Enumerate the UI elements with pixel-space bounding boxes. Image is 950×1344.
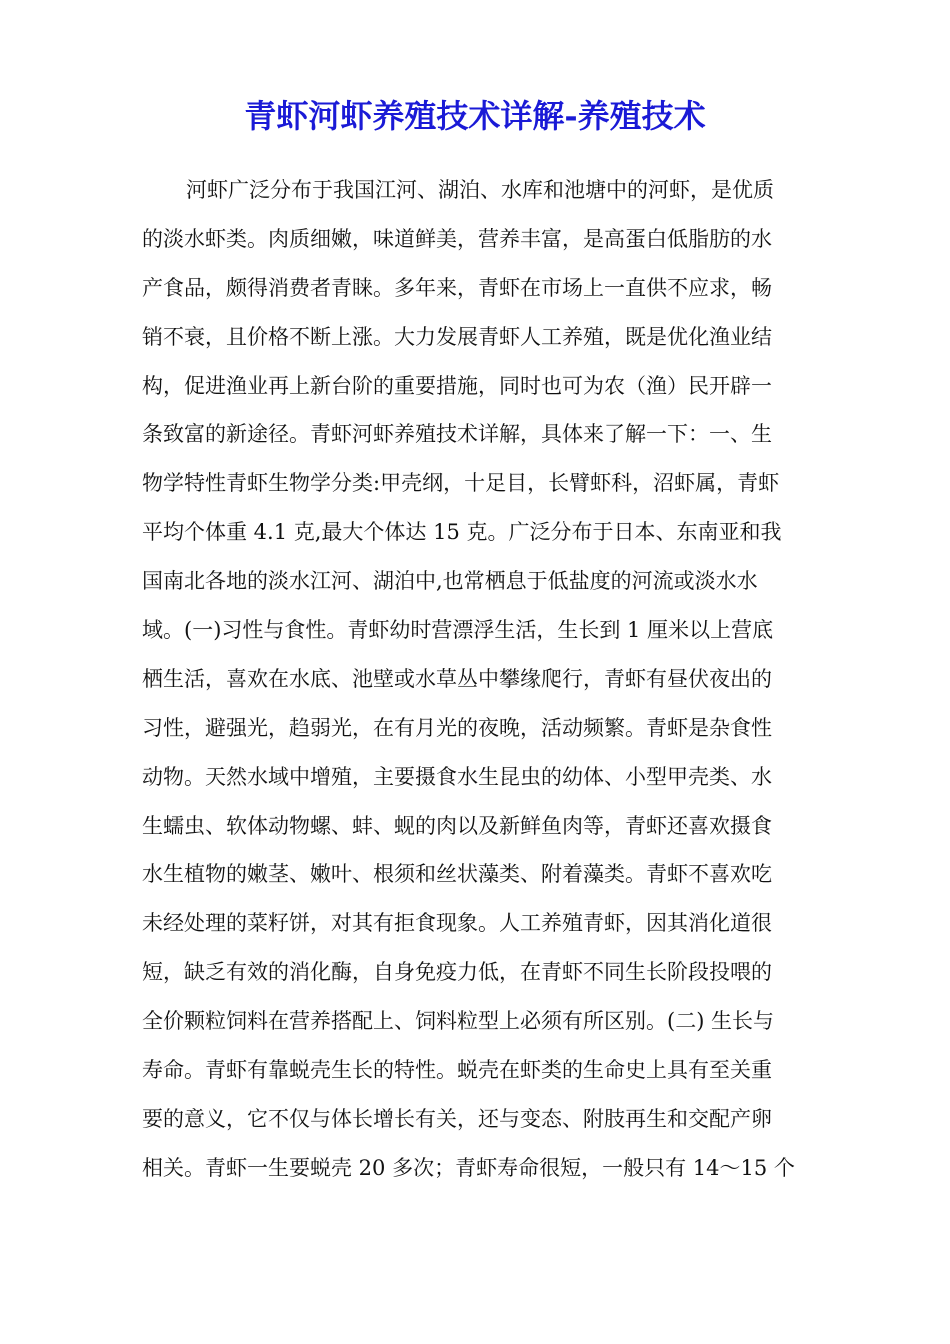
body-line: 域。(一)习性与食性。青虾幼时营漂浮生活，生长到 1 厘米以上营底: [142, 618, 774, 643]
body-line: 要的意义，它不仅与体长增长有关，还与变态、附肢再生和交配产卵: [142, 1106, 772, 1131]
body-line: 条致富的新途径。青虾河虾养殖技术详解，具体来了解一下：一、生: [142, 422, 772, 447]
body-line: 寿命。青虾有靠蜕壳生长的特性。蜕壳在虾类的生命史上具有至关重: [142, 1058, 772, 1083]
body-line: 动物。天然水域中增殖，主要摄食水生昆虫的幼体、小型甲壳类、水: [142, 764, 772, 789]
body-line: 物学特性青虾生物学分类:甲壳纲，十足目，长臂虾科，沼虾属，青虾: [142, 471, 780, 496]
body-line: 生蠕虫、软体动物螺、蚌、蚬的肉以及新鲜鱼肉等，青虾还喜欢摄食: [142, 813, 772, 838]
document-title: 青虾河虾养殖技术详解-养殖技术: [244, 97, 706, 135]
body-line: 水生植物的嫩茎、嫩叶、根须和丝状藻类、附着藻类。青虾不喜欢吃: [142, 862, 772, 887]
body-line: 相关。青虾一生要蜕壳 20 多次；青虾寿命很短，一般只有 14～15 个: [142, 1155, 795, 1180]
body-line: 未经处理的菜籽饼，对其有拒食现象。人工养殖青虾，因其消化道很: [142, 911, 772, 936]
body-line: 河虾广泛分布于我国江河、湖泊、水库和池塘中的河虾，是优质: [186, 178, 774, 202]
body-line: 构，促进渔业再上新台阶的重要措施，同时也可为农（渔）民开辟一: [142, 373, 772, 398]
body-line: 短，缺乏有效的消化酶，自身免疫力低，在青虾不同生长阶段投喂的: [142, 960, 772, 985]
body-line: 全价颗粒饲料在营养搭配上、饲料粒型上必须有所区别。(二) 生长与: [142, 1009, 775, 1034]
body-line: 平均个体重 4.1 克,最大个体达 15 克。广泛分布于日本、东南亚和我: [142, 520, 782, 545]
body-line: 的淡水虾类。肉质细嫩，味道鲜美，营养丰富，是高蛋白低脂肪的水: [142, 226, 772, 251]
body-line: 产食品，颇得消费者青睐。多年来，青虾在市场上一直供不应求，畅: [142, 275, 772, 300]
body-line: 栖生活，喜欢在水底、池壁或水草丛中攀缘爬行，青虾有昼伏夜出的: [142, 666, 772, 691]
body-line: 销不衰，且价格不断上涨。大力发展青虾人工养殖，既是优化渔业结: [142, 324, 772, 349]
document-body: [142, 166, 814, 1193]
body-line: 国南北各地的淡水江河、湖泊中,也常栖息于低盐度的河流或淡水水: [142, 569, 758, 594]
body-line: 习性，避强光，趋弱光，在有月光的夜晚，活动频繁。青虾是杂食性: [142, 715, 772, 740]
